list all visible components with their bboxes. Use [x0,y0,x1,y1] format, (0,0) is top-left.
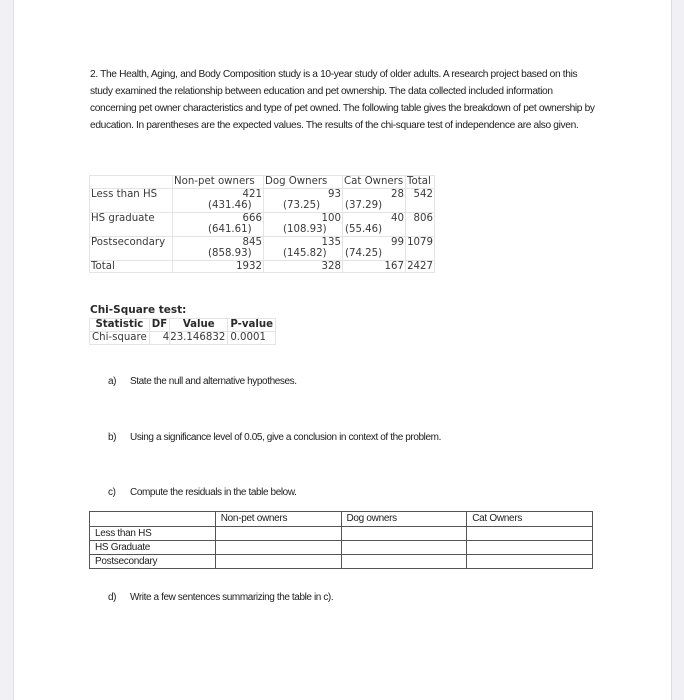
cell [264,188,343,212]
expected-value: (431.46) [208,200,252,211]
cell [343,236,406,260]
observed-value: 93 [328,188,341,200]
question-b [108,432,441,443]
column-total: 1932 [173,260,264,273]
row-total: 1079 [406,236,435,260]
residual-input-cell[interactable] [341,527,467,541]
degrees-of-freedom: 4 [149,332,169,345]
question-label: c) [108,487,116,498]
question-d [108,592,333,603]
residual-input-cell[interactable] [215,555,341,569]
cell [343,212,406,236]
cell [173,236,264,260]
row-label: Less than HS [90,527,216,541]
question-text: Compute the residuals in the table below. [130,487,297,498]
expected-value: (108.93) [283,224,327,235]
residual-input-cell[interactable] [467,527,593,541]
chi-square-table [89,318,276,345]
chi-square-title: Chi-Square test: [90,304,187,316]
row-total: 806 [406,212,435,236]
statistic-name: Chi-square [90,332,150,345]
residual-input-cell[interactable] [341,555,467,569]
row-label: Total [90,260,173,273]
question-label: a) [108,376,117,387]
residual-input-cell[interactable] [467,555,593,569]
table-row [90,332,276,345]
table-row [90,236,435,260]
row-label: HS graduate [90,212,173,236]
expected-value: (37.29) [345,200,383,211]
header-cell: Dog Owners [264,176,343,189]
header-cell [90,176,173,189]
observed-value: 99 [391,236,404,248]
row-total: 542 [406,188,435,212]
column-total: 167 [343,260,406,273]
residual-input-cell[interactable] [467,541,593,555]
contingency-table [89,175,435,273]
header-cell: Statistic [90,319,150,332]
total-row [90,260,435,273]
expected-value: (74.25) [345,248,383,259]
observed-value: 666 [242,212,262,224]
question-label: d) [108,592,117,603]
observed-value: 40 [391,212,404,224]
question-a [108,376,297,387]
header-cell: Dog owners [341,512,467,527]
cell [173,188,264,212]
statistic-value: 23.146832 [170,332,228,345]
header-cell: Non-pet owners [173,176,264,189]
table-header-row [90,512,593,527]
cell [264,212,343,236]
row-label: HS Graduate [90,541,216,555]
question-text: Write a few sentences summarizing the table in c). [130,592,334,603]
cell [343,188,406,212]
table-row [90,527,593,541]
header-cell: Non-pet owners [215,512,341,527]
observed-value: 100 [321,212,341,224]
question-text: State the null and alternative hypotheses. [130,376,297,387]
residual-input-cell[interactable] [215,541,341,555]
question-text: Using a significance level of 0.05, give a conclusion in context of the problem. [130,432,441,443]
header-cell: Value [170,319,228,332]
observed-value: 135 [321,236,341,248]
header-cell: Cat Owners [467,512,593,527]
residual-input-cell[interactable] [215,527,341,541]
expected-value: (858.93) [208,248,252,259]
table-row [90,212,435,236]
header-cell: DF [149,319,169,332]
cell [173,212,264,236]
question-c [108,487,297,498]
header-cell: Cat Owners [343,176,406,189]
column-total: 328 [264,260,343,273]
expected-value: (145.82) [283,248,327,259]
p-value: 0.0001 [228,332,276,345]
header-cell: P-value [228,319,276,332]
problem-intro: 2. The Health, Aging, and Body Composition study is a 10-year study of older adults. A research project based on this study examined the relationship between education and pet ownership. The data collected included information concerning pet owner characteristics and type of pet owned. The following table gives the breakdown of pet ownership by education. In parentheses are the expected values. The results of the chi-square test of independence are also given. [90,69,595,131]
observed-value: 421 [242,188,262,200]
expected-value: (641.61) [208,224,252,235]
cell [264,236,343,260]
table-header-row [90,319,276,332]
header-cell [90,512,216,527]
residual-input-cell[interactable] [341,541,467,555]
table-header-row [90,176,435,189]
expected-value: (55.46) [345,224,383,235]
row-label: Postsecondary [90,555,216,569]
table-row [90,555,593,569]
row-label: Less than HS [90,188,173,212]
expected-value: (73.25) [283,200,321,211]
header-cell: Total [406,176,435,189]
table-row [90,188,435,212]
residual-table [89,511,593,569]
row-label: Postsecondary [90,236,173,260]
question-label: b) [108,432,117,443]
grand-total: 2427 [407,260,433,272]
observed-value: 28 [391,188,404,200]
observed-value: 845 [242,236,262,248]
table-row [90,541,593,555]
